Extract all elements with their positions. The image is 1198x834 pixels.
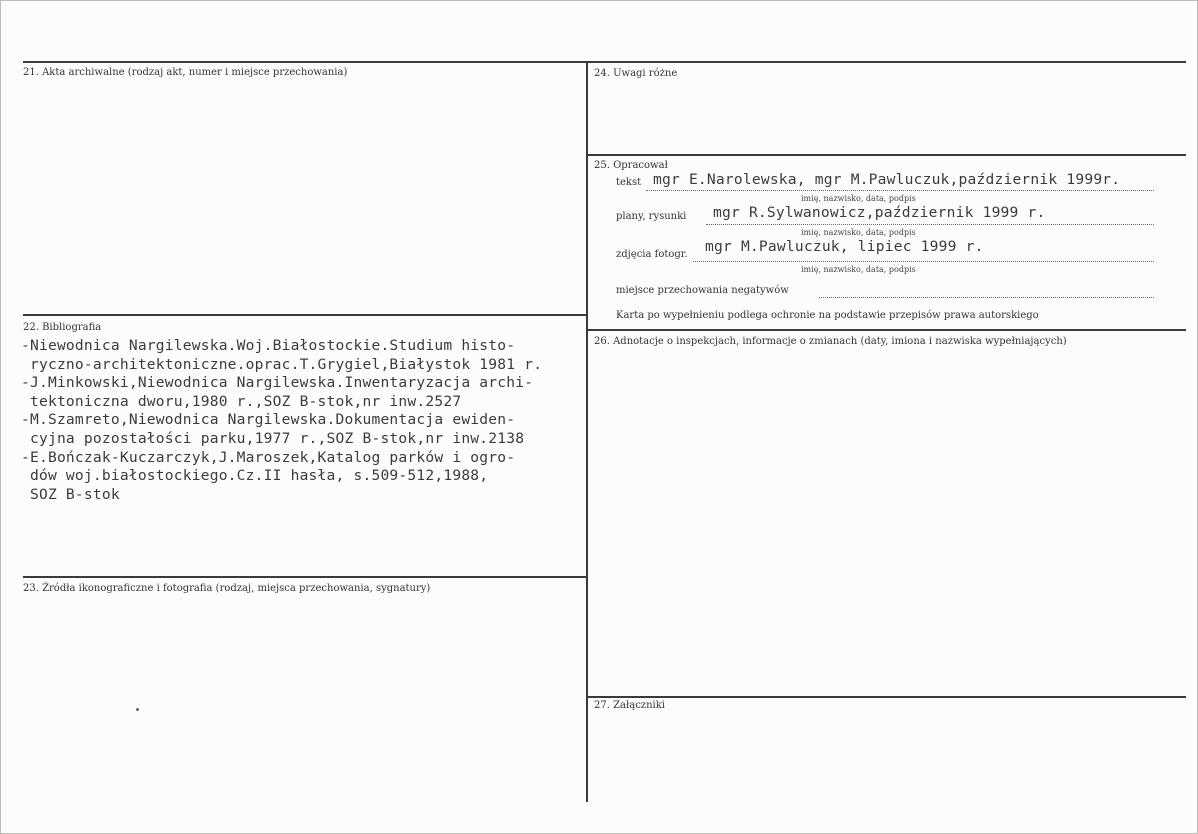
- miejsce-label: miejsce przechowania negatywów: [616, 285, 789, 296]
- plany-line: [706, 224, 1154, 225]
- rule-26-27: [588, 696, 1186, 698]
- zdjecia-line: [693, 261, 1154, 262]
- bibliography-line: -J.Minkowski,Niewodnica Nargilewska.Inwentaryzacja archi-: [21, 374, 534, 392]
- zdjecia-caption: imię, nazwisko, data, podpis: [801, 265, 916, 274]
- plany-value: mgr R.Sylwanowicz,październik 1999 r.: [713, 204, 1046, 221]
- section-23-label: 23. Źródła ikonograficzne i fotografia (rodzaj, miejsca przechowania, sygnatury): [23, 583, 431, 594]
- bibliography-line: cyjna pozostałości parku,1977 r.,SOZ B-stok,nr inw.2138: [21, 429, 525, 447]
- bibliography-line: ryczno-architektoniczne.oprac.T.Grygiel,Białystok 1981 r.: [21, 355, 543, 373]
- stray-mark: [136, 708, 139, 711]
- section-26-label: 26. Adnotacje o inspekcjach, informacje o zmianach (daty, imiona i nazwiska wypełniających): [594, 336, 1067, 347]
- section-22-label: 22. Bibliografia: [23, 322, 102, 333]
- bibliography-line: tektoniczna dworu,1980 r.,SOZ B-stok,nr inw.2527: [21, 392, 462, 410]
- bibliography-line: SOZ B-stok: [21, 485, 120, 503]
- karta-note: Karta po wypełnieniu podlega ochronie na podstawie przepisów prawa autorskiego: [616, 310, 1039, 321]
- section-24-label: 24. Uwagi różne: [594, 68, 678, 79]
- section-25-label: 25. Opracował: [594, 160, 668, 171]
- miejsce-line: [819, 297, 1154, 298]
- zdjecia-value: mgr M.Pawluczuk, lipiec 1999 r.: [705, 238, 984, 255]
- rule-22-23: [23, 576, 586, 578]
- column-divider: [586, 61, 588, 802]
- section-27-label: 27. Załączniki: [594, 700, 665, 711]
- bibliography-line: -E.Bończak-Kuczarczyk,J.Maroszek,Katalog parków i ogro-: [21, 448, 516, 466]
- rule-21-22: [23, 314, 586, 316]
- bibliography-line: dów woj.białostockiego.Cz.II hasła, s.509-512,1988,: [21, 467, 489, 485]
- bibliography-line: -M.Szamreto,Niewodnica Nargilewska.Dokumentacja ewiden-: [21, 411, 516, 429]
- plany-caption: imię, nazwisko, data, podpis: [801, 228, 916, 237]
- zdjecia-label: zdjęcia fotogr.: [616, 249, 688, 260]
- plany-label: plany, rysunki: [616, 211, 687, 222]
- rule-25-26: [588, 329, 1186, 331]
- top-rule: [23, 61, 1186, 63]
- bibliography-list: [21, 337, 542, 504]
- tekst-line: [646, 190, 1154, 191]
- bibliography-line: -Niewodnica Nargilewska.Woj.Białostockie.Studium histo-: [21, 337, 516, 354]
- tekst-label: tekst: [616, 177, 642, 188]
- section-21-label: 21. Akta archiwalne (rodzaj akt, numer i miejsce przechowania): [23, 67, 348, 78]
- tekst-value: mgr E.Narolewska, mgr M.Pawluczuk,październik 1999r.: [653, 171, 1121, 188]
- tekst-caption: imię, nazwisko, data, podpis: [801, 194, 916, 203]
- rule-24-25: [588, 154, 1186, 156]
